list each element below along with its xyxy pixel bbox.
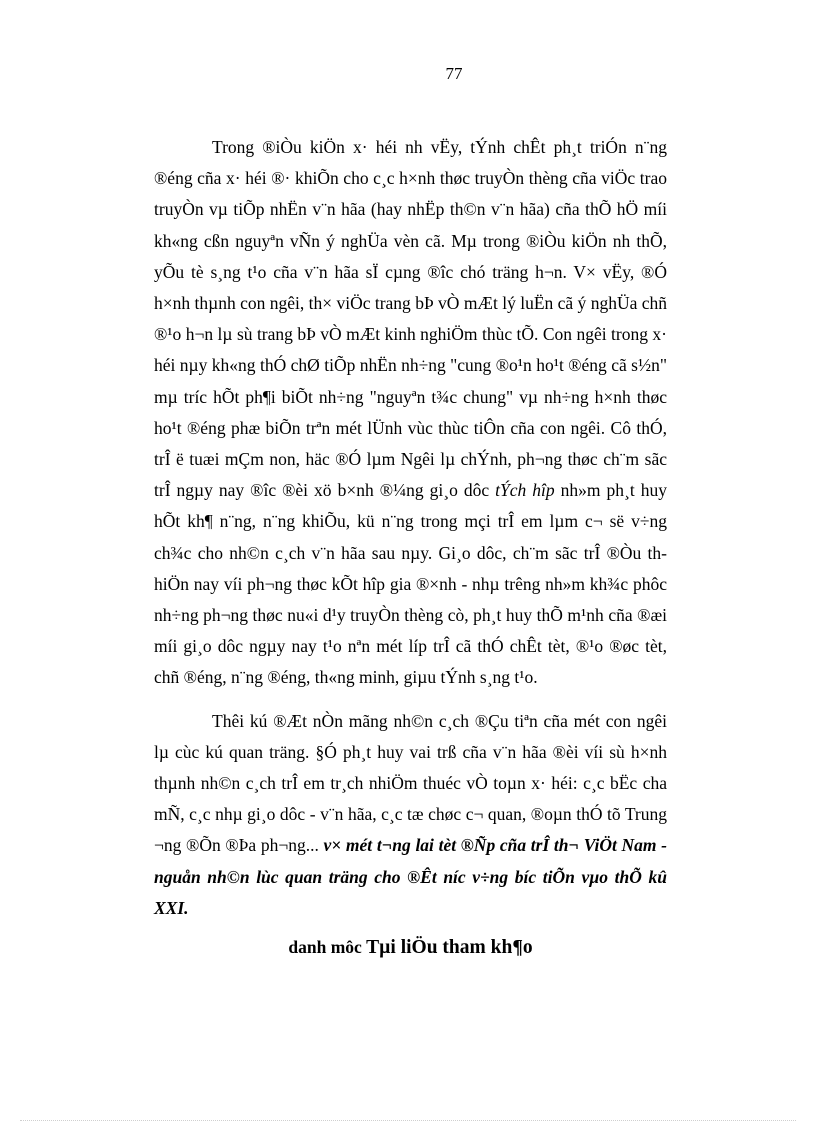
page-bottom-divider	[20, 1120, 796, 1121]
paragraph-2	[154, 706, 667, 924]
body-text	[154, 132, 667, 963]
paragraph-1-part-2: nh»m ph¸t huy hÕt kh¶ n¨ng, n¨ng khiÕu, kü n¨ng trong mçi trÎ em lµm c¬ së v÷ng ch¾c cho nh©n c¸ch v¨n hãa sau nµy. Gi¸o dôc, ch¨m sãc trÎ ®Òu th hiÖn nay víi ph¬ng thøc kÕt hîp gia ®×nh - nhµ trêng nh»m kh¾c phôc nh÷ng ph¬ng thøc nu«i d¹y truyÒn thèng cò, ph¸t huy thÕ m¹nh cña ®æi míi gi¸o dôc ngµy nay t¹o nªn mét líp trÎ cã thÓ chÊt tèt, ®¹o ®øc tèt, chñ ®éng, n¨ng ®éng, th«ng minh, giµu tÝnh s¸ng t¹o.	[154, 480, 667, 688]
page-number: 77	[445, 64, 463, 83]
references-heading-title: Tµi liÖu tham kh¶o	[366, 937, 533, 959]
paragraph-1-italic-term: tÝch hîp	[495, 480, 555, 501]
references-heading-prefix: danh môc	[288, 937, 367, 958]
paragraph-1	[154, 132, 667, 694]
paragraph-2-closing: v× mét t¬ng lai tèt ®Ñp cña trÎ th¬ ViÖt Nam - nguån nh©n lùc quan träng cho ®Êt níc v÷ng bíc tiÕn vµo thÕ kû XXI.	[154, 835, 668, 918]
paragraph-2-text: Thêi kú ®Æt nÒn mãng nh©n c¸ch ®Çu tiªn cña mét con ngêi lµ cùc kú quan träng. §Ó ph¸t huy vai trß cña v¨n hãa ®èi víi sù h×nh thµnh nh©n c¸ch trÎ em tr¸ch nhiÖm thuéc vÒ toµn x· héi: c¸c bËc cha mÑ, c¸c nhµ gi¸o dôc - v¨n hãa, c¸c tæ chøc c¬ quan, ®oµn thÓ tõ Trung ¬ng ®Õn ®Þa ph¬ng...	[154, 710, 667, 856]
references-heading	[154, 932, 667, 963]
paragraph-1-part-1: Trong ®iÒu kiÖn x· héi nh vËy, tÝnh chÊt ph¸t triÓn n¨ng ®éng cña x· héi ®· khiÕn cho c¸c h×nh thøc truyÒn thèng cña viÖc trao truyÒn vµ tiÕp nhËn v¨n hãa (hay nhËp th©n v¨n hãa) cña thÕ hÖ míi kh«ng cßn nguyªn vÑn ý nghÜa vèn cã. Mµ trong ®iÒu kiÖn nh thÕ, yÕu tè s¸ng t¹o cña v¨n hãa sÏ cµng ®îc chó träng h¬n. V× vËy, ®Ó h×nh thµnh con ngêi, th× viÖc trang bÞ vÒ mÆt lý luËn cã ý nghÜa chñ ®¹o h¬n lµ sù trang bÞ vÒ mÆt kinh nghiÖm thùc tÕ. Con ngêi trong x· héi nµy kh«ng thÓ chØ tiÕp nhËn nh÷ng "cung ®o¹n ho¹t ®éng cã s½n" mµ tríc hÕt ph¶i biÕt nh÷ng "nguyªn t¾c chung" vµ nh÷ng h×nh thøc ho¹t ®éng phæ biÕn trªn mét lÜnh vùc thùc tiÔn cña con ngêi. Cô thÓ, trÎ ë tuæi mÇm non, häc ®Ó lµm Ngêi lµ chÝnh, ph¬ng thøc ch¨m sãc trÎ ngµy nay ®îc ®èi xö b×nh ®¼ng gi¸o dôc	[154, 137, 667, 501]
